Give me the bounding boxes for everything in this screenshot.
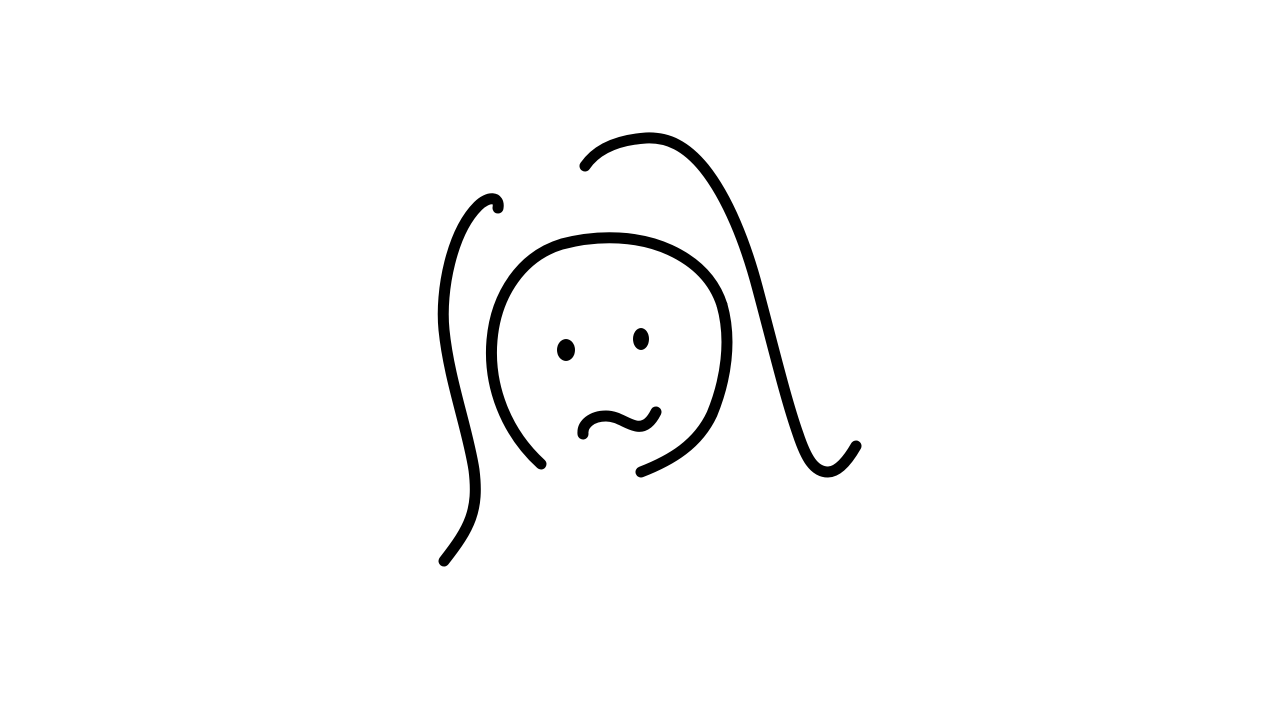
- left-eye: [557, 339, 575, 361]
- face-outline-left: [491, 238, 722, 464]
- face-outline-right: [641, 305, 727, 472]
- mouth: [583, 412, 656, 434]
- right-eye: [633, 328, 649, 350]
